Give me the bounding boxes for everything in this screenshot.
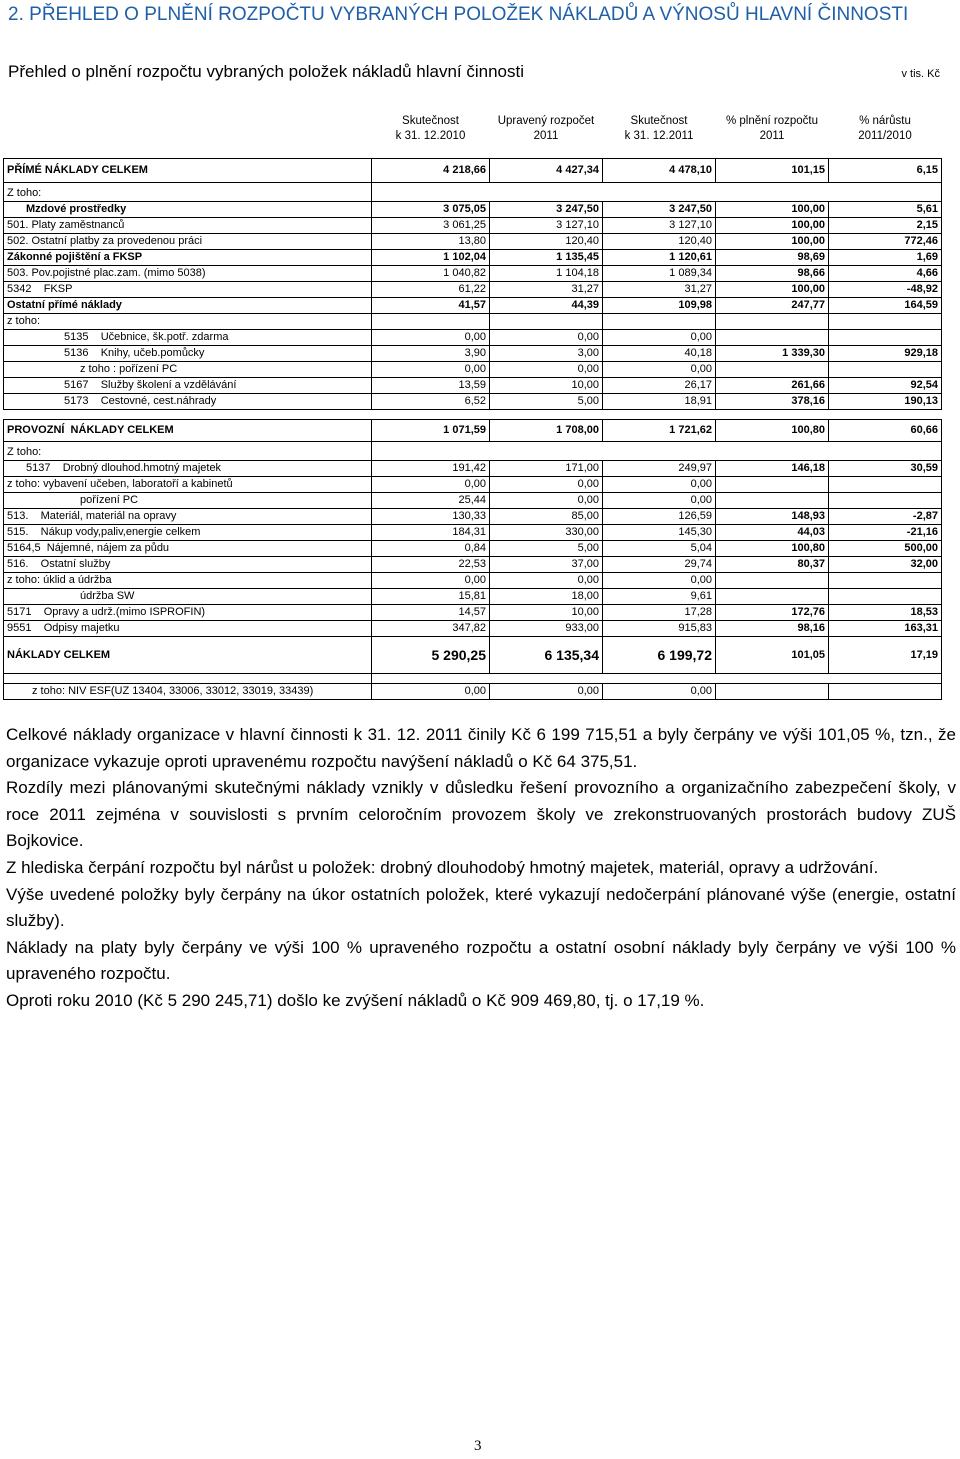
table-row: 5171 Opravy a udrž.(mimo ISPROFIN) 14,57 10,00 17,28 172,76 18,53: [4, 605, 942, 621]
table-row: Mzdové prostředky 3 075,05 3 247,50 3 247,50 100,00 5,61: [4, 202, 942, 218]
paragraph: Rozdíly mezi plánovanými skutečnými náklady vznikly v důsledku řešení provozního a organizačního zabezpečení školy, v roce 2011 zejména v souvislosti s prvním celoročním provozem školy ve zrekonstruovaných prostorách budovy ZUŠ Bojkovice.: [6, 778, 956, 851]
paragraph: Náklady na platy byly čerpány ve výši 100 % upraveného rozpočtu a ostatní osobní náklady byly čerpány ve výši 100 % upraveného rozpočtu.: [6, 937, 956, 984]
table-row: 503. Pov.pojistné plac.zam. (mimo 5038) 1 040,82 1 104,18 1 089,34 98,66 4,66: [4, 266, 942, 282]
table-row: Ostatní přímé náklady 41,57 44,39 109,98 247,77 164,59: [4, 298, 942, 314]
table-row: 5173 Cestovné, cest.náhrady 6,52 5,00 18,91 378,16 190,13: [4, 394, 942, 410]
table-header-row: [4, 108, 942, 159]
section-number: 2.: [8, 4, 24, 25]
table-row: z toho: vybavení učeben, laboratoří a kabinetů 0,00 0,00 0,00: [4, 477, 942, 493]
page-number: 3: [474, 1438, 482, 1454]
col-header-fulfilment: % plnění rozpočtu 2011: [716, 108, 829, 159]
table-row: z toho : pořízení PC 0,00 0,00 0,00: [4, 362, 942, 378]
table-row: 5136 Knihy, učeb.pomůcky 3,90 3,00 40,18 1 339,30 929,18: [4, 346, 942, 362]
paragraph: Výše uvedené položky byly čerpány na úkor ostatních položek, které vykazují nedočerpání plánované výše (energie, ostatní služby).: [6, 884, 956, 931]
table-row: 515. Nákup vody,paliv,energie celkem 184,31 330,00 145,30 44,03 -21,16: [4, 525, 942, 541]
section-heading: [8, 4, 908, 26]
unit-label: v tis. Kč: [901, 68, 940, 80]
table-row: Z toho:: [4, 445, 942, 461]
table-row: Zákonné pojištění a FKSP 1 102,04 1 135,45 1 120,61 98,69 1,69: [4, 250, 942, 266]
table-subtitle: Přehled o plnění rozpočtu vybraných položek nákladů hlavní činnosti: [8, 62, 524, 81]
table-row: z toho: úklid a údržba 0,00 0,00 0,00: [4, 573, 942, 589]
commentary: [6, 722, 956, 1015]
table-row: PŘÍMÉ NÁKLADY CELKEM 4 218,66 4 427,34 4 478,10 101,15 6,15: [4, 159, 942, 183]
table-row: Z toho:: [4, 186, 942, 202]
paragraph: Oproti roku 2010 (Kč 5 290 245,71) došlo ke zvýšení nákladů o Kč 909 469,80, tj. o 17,19 %.: [6, 990, 705, 1010]
table-row: 516. Ostatní služby 22,53 37,00 29,74 80,37 32,00: [4, 557, 942, 573]
table-row: z toho: NIV ESF(UZ 13404, 33006, 33012, 33019, 33439) 0,00 0,00 0,00: [4, 684, 942, 700]
table-row: 5135 Učebnice, šk.potř. zdarma 0,00 0,00 0,00: [4, 330, 942, 346]
table-row: PROVOZNÍ NÁKLADY CELKEM 1 071,59 1 708,00 1 721,62 100,80 60,66: [4, 420, 942, 442]
table-row: 5167 Služby školení a vzdělávání 13,59 10,00 26,17 261,66 92,54: [4, 378, 942, 394]
table-row: 9551 Odpisy majetku 347,82 933,00 915,83 98,16 163,31: [4, 621, 942, 637]
table-row: 5164,5 Nájemné, nájem za půdu 0,84 5,00 5,04 100,80 500,00: [4, 541, 942, 557]
col-header-growth: % nárůstu 2011/2010: [829, 108, 942, 159]
section-title: PŘEHLED O PLNĚNÍ ROZPOČTU VYBRANÝCH POLOŽEK NÁKLADŮ A VÝNOSŮ HLAVNÍ ČINNOSTI: [29, 4, 909, 25]
table-row: pořízení PC 25,44 0,00 0,00: [4, 493, 942, 509]
table-row: z toho:: [4, 314, 942, 330]
table-row-total: NÁKLADY CELKEM 5 290,25 6 135,34 6 199,72 101,05 17,19: [4, 637, 942, 674]
table-row: 501. Platy zaměstnanců 3 061,25 3 127,10 3 127,10 100,00 2,15: [4, 218, 942, 234]
table-row: 5137 Drobný dlouhod.hmotný majetek 191,42 171,00 249,97 146,18 30,59: [4, 461, 942, 477]
table-row: 502. Ostatní platby za provedenou práci 13,80 120,40 120,40 100,00 772,46: [4, 234, 942, 250]
table-row: údržba SW 15,81 18,00 9,61: [4, 589, 942, 605]
col-header-budget-2011: Upravený rozpočet 2011: [490, 108, 603, 159]
paragraph: Celkové náklady organizace v hlavní činnosti k 31. 12. 2011 činily Kč 6 199 715,51 a byly čerpány ve výši 101,05 %, tzn., že organizace vykazuje oproti upravenému rozpočtu navýšení nákladů o Kč 64 375,51.: [6, 725, 956, 771]
col-header-actual-2010: Skutečnost k 31. 12.2010: [372, 108, 490, 159]
paragraph: Z hlediska čerpání rozpočtu byl nárůst u položek: drobný dlouhodobý hmotný majetek, materiál, opravy a udržování.: [6, 857, 879, 877]
table-row: 513. Materiál, materiál na opravy 130,33 85,00 126,59 148,93 -2,87: [4, 509, 942, 525]
budget-table: [3, 108, 942, 700]
col-header-actual-2011: Skutečnost k 31. 12.2011: [603, 108, 716, 159]
table-row: 5342 FKSP 61,22 31,27 31,27 100,00 -48,92: [4, 282, 942, 298]
